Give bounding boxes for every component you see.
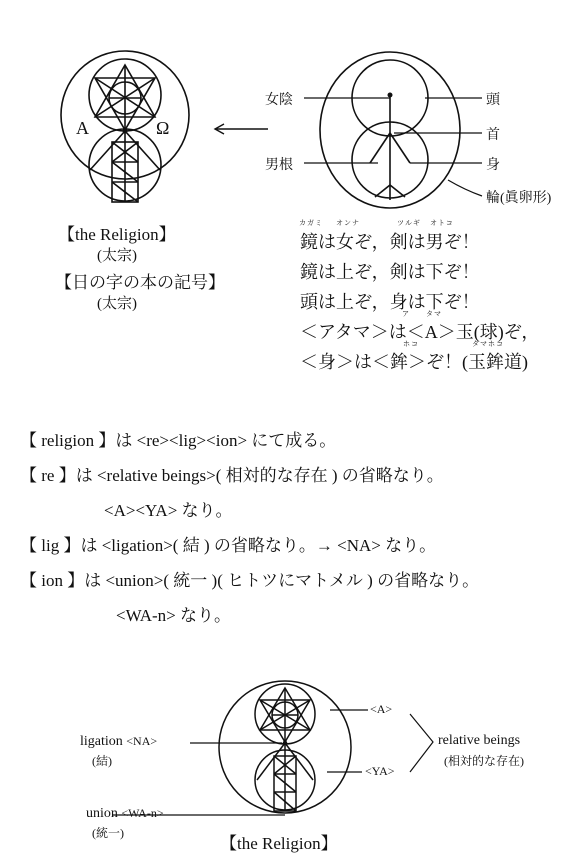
caption-taisou-2: (太宗) <box>97 296 137 312</box>
label-head: 頭 <box>486 93 500 108</box>
caption-the-religion: 【the Religion】 <box>58 225 176 244</box>
explanation-line: 【 ion 】は <union>( 統一 )( ヒトツにマトメル ) の省略なり。 <box>20 571 480 590</box>
verse-ruby: ア <box>402 310 410 318</box>
label-body: 身 <box>486 158 500 173</box>
verse-line: 鏡は女ぞ，剣は男ぞ！ <box>300 232 480 252</box>
caption-taisou-1: (太宗) <box>97 248 137 264</box>
verse-line: ＜身＞は＜鉾＞ぞ！(玉鉾道) <box>300 352 528 372</box>
explanation-line: <WA-n> なり。 <box>116 606 232 625</box>
verse-ruby: ツルギ <box>397 219 421 227</box>
verse-ruby: ホコ <box>403 340 419 348</box>
explanation-line: <A><YA> なり。 <box>104 501 233 520</box>
verse-line: 鏡は上ぞ，剣は下ぞ！ <box>300 262 480 282</box>
alpha-symbol: A <box>76 118 89 138</box>
verse-ruby: カガミ <box>299 219 323 227</box>
verse-line: 頭は上ぞ，身は下ぞ！ <box>300 292 480 312</box>
relative-beings: relative beings <box>438 733 521 748</box>
a-tag: <A> <box>370 702 393 716</box>
caption-nichi-title: 【日の字の本の記号】 <box>55 273 225 292</box>
union-label <box>86 806 164 822</box>
verse-line: ＜アタマ＞は＜A＞玉(球)ぞ， <box>300 322 540 342</box>
label-male: 男根 <box>265 158 293 173</box>
bottom-caption: 【the Religion】 <box>220 834 338 853</box>
explanation-line: 【 lig 】は <ligation>( 結 ) の省略なり。→ <NA> なり。 <box>20 536 437 555</box>
union-tag: <WA-n> <box>121 806 164 820</box>
ya-tag: <YA> <box>365 764 395 778</box>
ligation-word: ligation <box>80 734 123 749</box>
ligation-label <box>80 734 157 750</box>
label-neck: 首 <box>486 128 500 143</box>
label-ring: 輪(眞卵形) <box>486 191 552 206</box>
union-ja: (統一) <box>92 826 124 840</box>
ligation-tag: <NA> <box>126 734 158 748</box>
verse-ruby: オンナ <box>336 219 360 227</box>
relative-ja: (相対的な存在) <box>444 754 524 768</box>
label-female: 女陰 <box>265 93 293 108</box>
verse-ruby: タマホコ <box>472 340 504 348</box>
omega-symbol: Ω <box>156 118 170 138</box>
explanation-line: 【 re 】は <relative beings>( 相対的な存在 ) の省略なり。 <box>20 466 444 485</box>
explanation-line: 【 religion 】は <re><lig><ion> にて成る。 <box>20 431 337 450</box>
verse-ruby: タマ <box>426 310 442 318</box>
union-word: union <box>86 806 118 821</box>
ligation-ja: (結) <box>92 754 112 768</box>
verse-ruby: オトコ <box>430 219 454 227</box>
